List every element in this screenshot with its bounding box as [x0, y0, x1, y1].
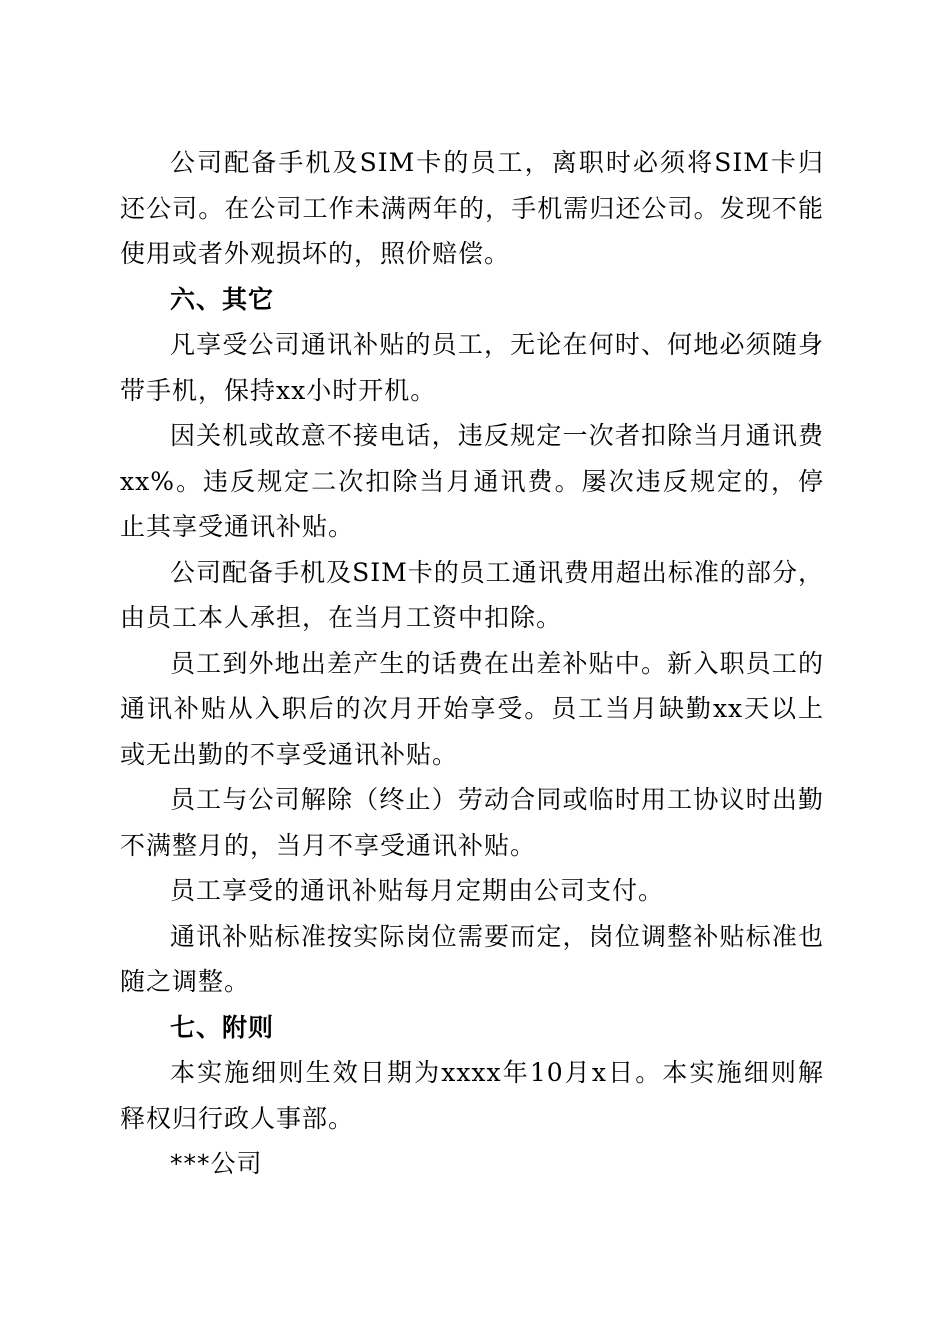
paragraph-business-trip: 员工到外地出差产生的话费在出差补贴中。新入职员工的通讯补贴从入职后的次月开始享受。员工当月缺勤xx天以上或无出勤的不享受通讯补贴。: [120, 648, 824, 769]
paragraph-monthly-payment: 员工享受的通讯补贴每月定期由公司支付。: [170, 876, 665, 905]
section-heading-other: 六、其它: [170, 284, 275, 314]
paragraph-contract-termination: 员工与公司解除（终止）劳动合同或临时用工协议时出勤不满整月的，当月不享受通讯补贴。: [120, 785, 824, 860]
paragraph-effective-date: 本实施细则生效日期为xxxx年10月x日。本实施细则解释权归行政人事部。: [120, 1058, 824, 1133]
paragraph-violation-penalty: 因关机或故意不接电话，违反规定一次者扣除当月通讯费xx%。违反规定二次扣除当月通讯费。屡次违反规定的，停止其享受通讯补贴。: [120, 421, 824, 541]
paragraph-sim-return: 公司配备手机及SIM卡的员工，离职时必须将SIM卡归还公司。在公司工作未满两年的，手机需归还公司。发现不能使用或者外观损坏的，照价赔偿。: [120, 148, 824, 268]
paragraph-excess-fees: 公司配备手机及SIM卡的员工通讯费用超出标准的部分，由员工本人承担，在当月工资中扣除。: [120, 557, 824, 632]
company-signature: ***公司: [170, 1149, 263, 1178]
section-heading-supplementary: 七、附则: [170, 1012, 275, 1042]
document-body: [120, 140, 824, 1187]
paragraph-standard-adjustment: 通讯补贴标准按实际岗位需要而定，岗位调整补贴标准也随之调整。: [120, 921, 824, 996]
paragraph-carry-phone: 凡享受公司通讯补贴的员工，无论在何时、何地必须随身带手机，保持xx小时开机。: [120, 330, 824, 405]
